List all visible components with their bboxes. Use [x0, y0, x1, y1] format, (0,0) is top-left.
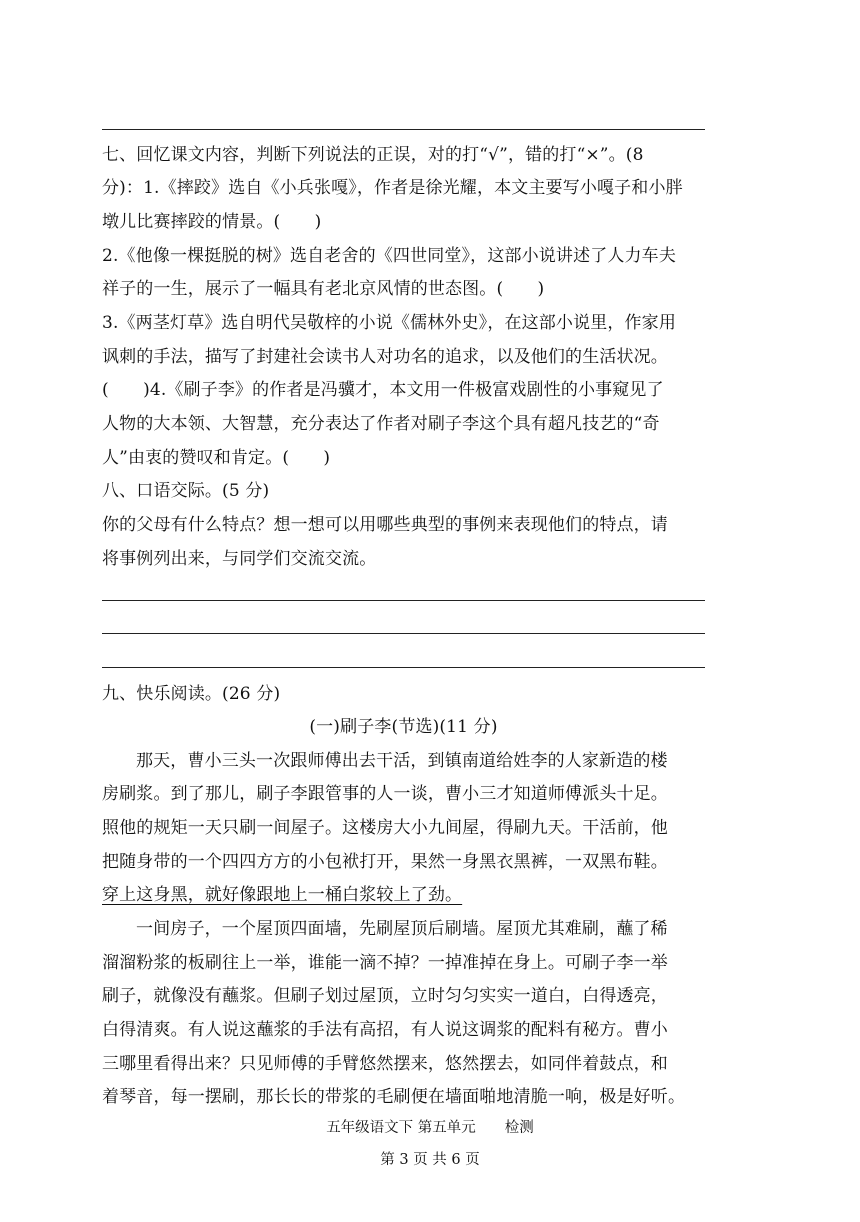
section7-line-1: 七、回忆课文内容，判断下列说法的正误，对的打“√”，错的打“×”。(8 [102, 145, 644, 165]
para2-line-2: 溜溜粉浆的板刷往上一举，谁能一滴不掉？一掉准掉在身上。可刷子李一举 [102, 953, 668, 973]
section9-title: 九、快乐阅读。(26 分) [102, 684, 281, 704]
answer-line-3 [102, 667, 705, 668]
section7-line-5: 祥子的一生，展示了一幅具有老北京风情的世态图。( ) [102, 279, 545, 299]
section7-line-7: 讽刺的手法，描写了封建社会读书人对功名的追求，以及他们的生活状况。 [102, 347, 668, 367]
para1-line-2: 房刷浆。到了那儿，刷子李跟管事的人一谈，曹小三才知道师傅派头十足。 [102, 784, 668, 804]
para2-line-5: 三哪里看得出来？只见师傅的手臂悠然摆来，悠然摆去，如同伴着鼓点，和 [102, 1054, 668, 1074]
section8-line-1: 你的父母有什么特点？想一想可以用哪些典型的事例来表现他们的特点，请 [102, 515, 668, 535]
section7-line-2: 分)：1.《摔跤》选自《小兵张嘎》，作者是徐光耀，本文主要写小嘎子和小胖 [102, 178, 683, 198]
section7-line-9: 人物的大本领、大智慧，充分表达了作者对刷子李这个具有超凡技艺的“奇 [102, 414, 660, 434]
section7-line-10: 人”由衷的赞叹和肯定。( ) [102, 448, 331, 468]
section8-title: 八、口语交际。(5 分) [102, 481, 270, 501]
section8-line-2: 将事例列出来，与同学们交流交流。 [102, 549, 377, 569]
para1-underlined-sentence: 穿上这身黑，就好像跟地上一桶白浆较上了劲。 [102, 885, 463, 905]
section7-line-8: ( )4.《刷子李》的作者是冯骥才，本文用一件极富戏剧性的小事窥见了 [102, 380, 664, 400]
footer-page-number: 第 3 页 共 6 页 [380, 1152, 480, 1168]
section7-line-3: 墩儿比赛摔跤的情景。( ) [102, 212, 322, 232]
section7-line-6: 3.《两茎灯草》选自明代吴敬梓的小说《儒林外史》，在这部小说里，作家用 [102, 313, 676, 333]
para2-line-6: 着琴音，每一摆刷，那长长的带浆的毛刷便在墙面啪地清脆一响，极是好听。 [102, 1087, 686, 1107]
footer-course: 五年级语文下 第五单元 检测 [326, 1120, 534, 1136]
answer-line-1 [102, 600, 705, 601]
section7-line-4: 2.《他像一棵挺脱的树》选自老舍的《四世同堂》，这部小说讲述了人力车夫 [102, 246, 676, 266]
header-rule [102, 129, 705, 130]
answer-line-2 [102, 633, 705, 634]
para2-line-4: 白得清爽。有人说这蘸浆的手法有高招，有人说这调浆的配料有秘方。曹小 [102, 1020, 668, 1040]
para1-line-4: 把随身带的一个四四方方的小包袱打开，果然一身黑衣黑裤，一双黑布鞋。 [102, 852, 668, 872]
reading-subtitle: (一)刷子李(节选)(11 分) [309, 717, 498, 737]
para1-line-1: 那天，曹小三头一次跟师傅出去干活，到镇南道给姓李的人家新造的楼 [136, 751, 668, 771]
para2-line-3: 刷子，就像没有蘸浆。但刷子划过屋顶，立时匀匀实实一道白，白得透亮， [102, 986, 668, 1006]
para1-line-3: 照他的规矩一天只刷一间屋子。这楼房大小九间屋，得刷九天。干活前，他 [102, 818, 668, 838]
para2-line-1: 一间房子，一个屋顶四面墙，先刷屋顶后刷墙。屋顶尤其难刷，蘸了稀 [136, 919, 668, 939]
